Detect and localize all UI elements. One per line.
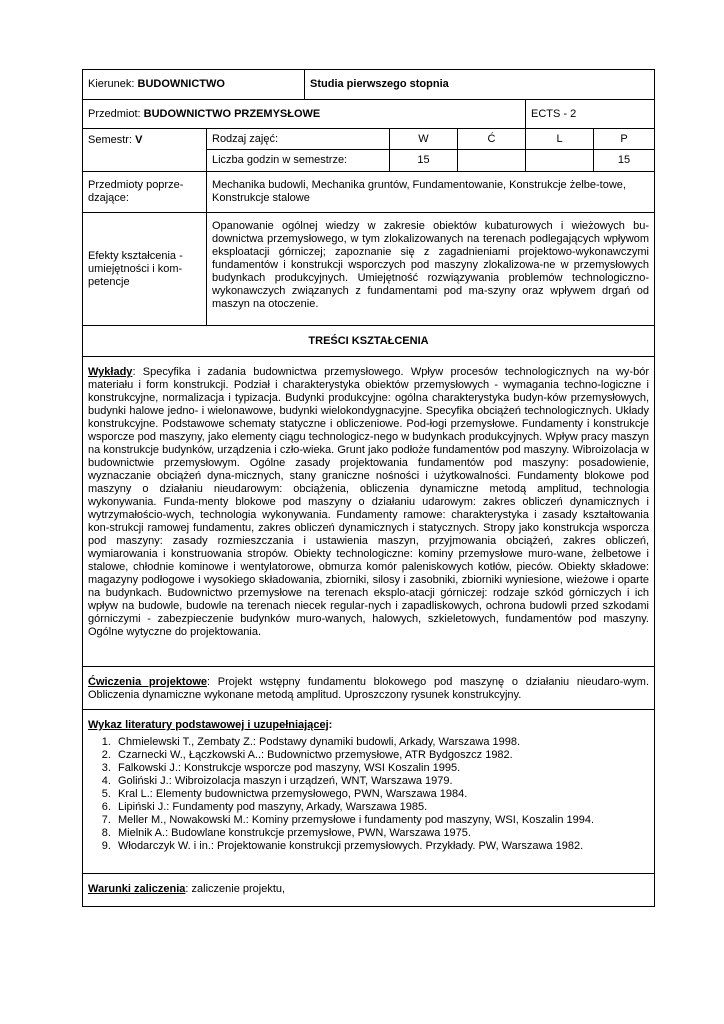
cwiczenia-text: : Projekt wstępny fundamentu blokowego pod maszynę o działaniu nieudaro-wym. Obliczenia dynamiczne wykonane metodą amplitud. Uproszczony rysunek konstrukcyjny. [88, 676, 650, 701]
kierunek-label: Kierunek: [88, 78, 135, 90]
row-tresci-heading [83, 326, 654, 357]
literatura-cell [83, 710, 654, 873]
literatura-item: 7. Meller M., Nowakowski M.: Kominy przemysłowe i fundamenty pod maszyny, WSI, Koszalin 1994. [114, 814, 649, 827]
przedmioty-value: Mechanika budowli, Mechanika gruntów, Fundamentowanie, Konstrukcje żelbe-towe, Konstrukcje stalowe [212, 179, 626, 204]
kierunek-cell [83, 70, 305, 99]
kierunek-value: BUDOWNICTWO [137, 78, 225, 90]
rodzaj-zajec-label: Rodzaj zajęć: [207, 129, 390, 149]
przedmiot-cell [83, 100, 526, 128]
literatura-label: Wykaz literatury podstawowej i uzupełniającej [88, 719, 329, 731]
semestr-value: V [135, 134, 143, 146]
row-warunki [83, 874, 654, 906]
literatura-item: 2. Czarnecki W., Łączkowski A..: Budownictwo przemysłowe, ATR Bydgoszcz 1982. [114, 749, 649, 762]
row-literatura [83, 710, 654, 874]
ects-cell: ECTS - 2 [531, 107, 577, 120]
literatura-item: 6. Lipiński J.: Fundamenty pod maszyny, Arkady, Warszawa 1985. [114, 801, 649, 814]
row-przedmiot [83, 100, 654, 129]
hours-p-value: 15 [617, 154, 631, 166]
col-p-header: P [620, 132, 628, 145]
row-przedmioty-poprzedzajace [83, 172, 654, 213]
hours-values-row [207, 150, 654, 171]
col-w-header: W [390, 129, 458, 149]
przedmioty-label: Przedmioty poprze-dzające: [83, 172, 207, 212]
literatura-item: 5. Kral L.: Elementy budownictwa przemysłowego, PWN, Warszawa 1984. [114, 788, 649, 801]
liczba-godzin-label: Liczba godzin w semestrze: [207, 150, 390, 171]
semestr-cell [83, 129, 207, 171]
hours-header-row [207, 129, 654, 150]
efekty-value: Opanowanie ogólnej wiedzy w zakresie obiektów kubaturowych i wieżowych bu-downictwa przemysłowego, w tym zlokalizowanych na terenach podlegających wpływom eksploatacji górniczej; zapoznanie się z zagadnieniami projektowo-wykonawczymi fundamentów i konstrukcji wsporczych pod maszyny zlokalizowa-ne w przemysłowych budynkach produkcyjnych. Umiejętność rozwiązywania problemów technologiczno-wykonawczych związanych z fundamentami pod ma-szyny oraz wpływem drgań od maszyn na otoczenie. [212, 220, 649, 310]
literatura-list [88, 736, 649, 853]
wyklady-paragraph [83, 357, 654, 666]
col-c-header: Ć [458, 129, 526, 149]
literatura-colon: : [328, 719, 333, 731]
row-semestr [83, 129, 654, 172]
warunki-paragraph [83, 874, 654, 906]
row-cwiczenia [83, 667, 654, 710]
row-efekty [83, 213, 654, 326]
literatura-item: 4. Goliński J.: Wibroizolacja maszyn i urządzeń, WNT, Warszawa 1979. [114, 775, 649, 788]
hours-l-value [526, 150, 594, 171]
hours-w-value: 15 [390, 150, 458, 171]
literatura-item: 9. Włodarczyk W. i in.: Projektowanie konstrukcji przemysłowych. Przykłady. PW, Warszawa 1982. [114, 840, 649, 853]
cwiczenia-paragraph [83, 667, 654, 709]
col-l-header: L [526, 129, 594, 149]
warunki-text: : zaliczenie projektu, [185, 883, 286, 895]
hours-c-value [458, 150, 526, 171]
wyklady-text: : Specyfika i zadania budownictwa przemysłowego. Wpływ procesów technologicznych na wy-bór materiału i form konstrukcji. Podział i charakterystyka obiektów przemysłowych - wymagania techno-logiczne i konstrukcyjne, normalizacja i typizacja. Budynki produkcyjne: ogólna charakterystyka budyn-ków przemysłowych, budynki halowe jedno- i wielonawowe, budynki wielokondygnacyjne. Specyfika obciążeń technologicznych. Układy konstrukcyjne. Podstawowe schematy statyczne i obliczeniowe. Pod-łogi przemysłowe. Fundamenty i konstrukcje wsporcze pod maszyny, jako elementy ciągu technologicz-nego w budynkach produkcyjnych. Wpływ pracy maszyn na konstrukcje budynków, urządzenia i czło-wieka. Grunt jako podłoże fundamentów pod maszyny. Wibroizolacja w budownictwie przemysłowym. Ogólne zasady projektowania fundamentów pod maszyny: posadowienie, wyznaczanie obciążeń dyna-micznych, stany graniczne nośności i użytkowalności. Fundamenty blokowe pod maszyny o działaniu nieudarowym: obciążenia, obliczenia dynamiczne metodą amplitud, technologia wykonywania. Funda-menty blokowe pod maszyny o działaniu udarowym: zakres obliczeń dynamicznych i wytrzymałościo-wych, technologia wykonywania. Fundamenty ramowe: charakterystyka i zasady kształtowania kon-strukcji ramowej fundamentu, zakres obliczeń dynamicznych i statycznych. Stropy jako konstrukcja wsporcza pod maszyny: zasady rozmieszczania i ustawienia maszyn, przyjmowania obciążeń, zakres obliczeń, wymiarowania i konstruowania stropów. Obiekty technologiczne: kominy przemysłowe muro-wane, żelbetowe i stalowe, chłodnie kominowe i wentylatorowe, obmurza komór paleniskowych kotłów, pieców. Obiekty składowe: magazyny podłogowe i wysokiego składowania, zbiorniki, silosy i zasobniki, zbiorniki wyniesione, wieżowe i oparte na budynkach. Budownictwo przemysłowe na terenach eksplo-atacji górniczej: rodzaje szkód górniczych i ich wpływ na budowle, budowle na terenach niecek regular-nych i zapadliskowych, ochrona budowli przed szkodami górniczymi - zabezpieczenie budynków muro-wanych, halowych, szkieletowych, fundamentów pod maszyny. Ogólne wytyczne do projektowania. [88, 366, 649, 638]
tresci-heading: TREŚCI KSZTAŁCENIA [308, 334, 429, 347]
literatura-item: 8. Mielnik A.: Budowlane konstrukcje przemysłowe, PWN, Warszawa 1975. [114, 827, 649, 840]
semestr-label: Semestr: [88, 134, 136, 146]
przedmiot-label: Przedmiot: [88, 107, 141, 120]
row-wyklady [83, 357, 654, 667]
literatura-item: 1. Chmielewski T., Zembaty Z.: Podstawy dynamiki budowli, Arkady, Warszawa 1998. [114, 736, 649, 749]
cwiczenia-label: Ćwiczenia projektowe [88, 676, 207, 688]
row-kierunek [83, 70, 654, 100]
wyklady-label: Wykłady [88, 366, 133, 378]
studia-cell: Studia pierwszego stopnia [310, 78, 449, 90]
przedmiot-value: BUDOWNICTWO PRZEMYSŁOWE [143, 107, 321, 120]
literatura-item: 3. Falkowski J.: Konstrukcje wsporcze pod maszyny, WSI Koszalin 1995. [114, 762, 649, 775]
literatura-heading [88, 719, 649, 732]
syllabus-table [82, 69, 655, 907]
warunki-label: Warunki zaliczenia [88, 883, 186, 895]
hours-grid [207, 129, 654, 171]
efekty-label: Efekty kształcenia - umiejętności i kom-petencje [83, 213, 207, 325]
